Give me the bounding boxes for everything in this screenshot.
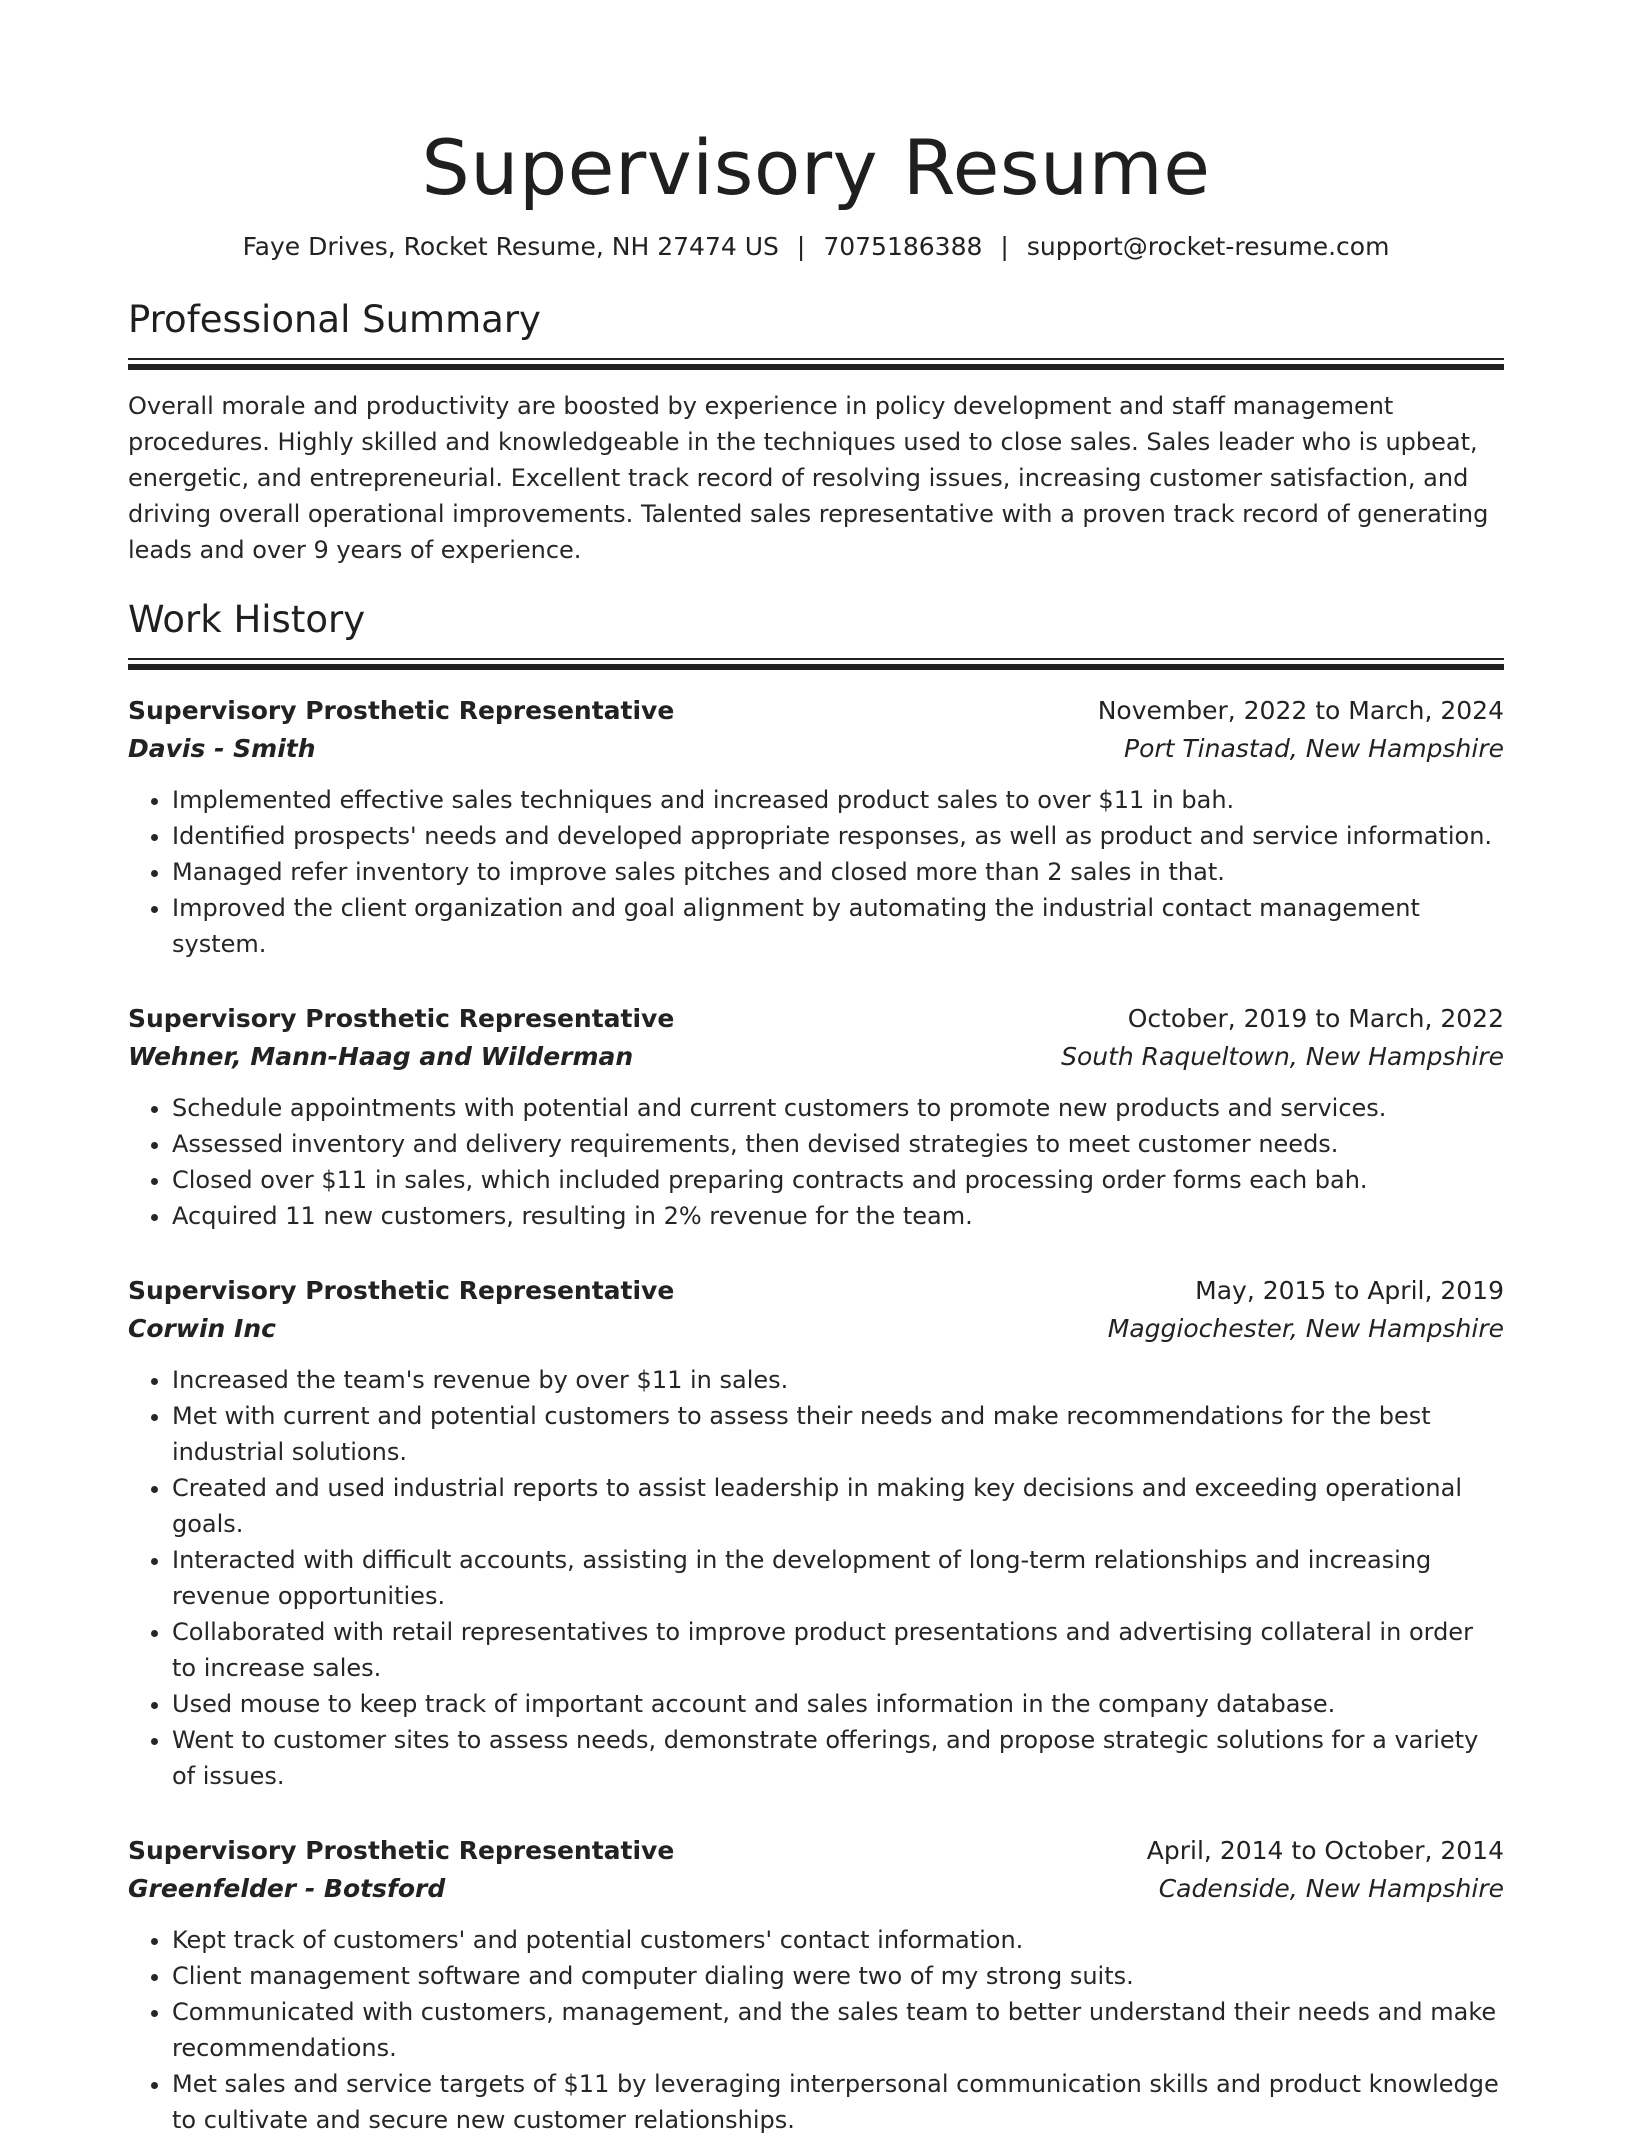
job-entry	[128, 1000, 1504, 1234]
job-company-row	[128, 1310, 1504, 1348]
job-entry	[128, 1832, 1504, 2138]
job-bullets	[128, 1922, 1504, 2138]
job-company: Corwin Inc	[128, 1314, 276, 1343]
job-bullet: • Identified prospects' needs and developed appropriate responses, as well as product and service information.	[172, 818, 1504, 854]
job-dates: May, 2015 to April, 2019	[1195, 1276, 1504, 1305]
job-company: Davis - Smith	[128, 734, 316, 763]
job-header-row	[128, 1272, 1504, 1310]
work-history-section	[128, 596, 1504, 2138]
job-bullets	[128, 1362, 1504, 1794]
job-bullet: • Closed over $11 in sales, which included preparing contracts and processing order forms each bah.	[172, 1162, 1504, 1198]
job-header-row	[128, 1832, 1504, 1870]
contact-phone: 7075186388	[823, 232, 983, 261]
contact-address: Faye Drives, Rocket Resume, NH 27474 US	[242, 232, 779, 261]
job-company-row	[128, 730, 1504, 768]
section-divider	[128, 358, 1504, 370]
job-title: Supervisory Prosthetic Representative	[128, 696, 675, 725]
job-location: Cadenside, New Hampshire	[1158, 1874, 1504, 1903]
job-title: Supervisory Prosthetic Representative	[128, 1276, 675, 1305]
contact-email: support@rocket-resume.com	[1026, 232, 1390, 261]
job-title: Supervisory Prosthetic Representative	[128, 1836, 675, 1865]
job-bullet: • Created and used industrial reports to assist leadership in making key decisions and exceeding operational goals.	[172, 1470, 1504, 1542]
job-entry	[128, 1272, 1504, 1794]
resume-page	[128, 120, 1504, 2138]
job-bullet: • Improved the client organization and goal alignment by automating the industrial contact management system.	[172, 890, 1504, 962]
contact-line	[128, 230, 1504, 264]
professional-summary-section	[128, 296, 1504, 568]
contact-separator: |	[1000, 232, 1009, 261]
job-dates: October, 2019 to March, 2022	[1127, 1004, 1504, 1033]
job-bullet: • Communicated with customers, management, and the sales team to better understand their needs and make recommendations.	[172, 1994, 1504, 2066]
job-bullet: • Interacted with difficult accounts, assisting in the development of long-term relationships and increasing revenue opportunities.	[172, 1542, 1504, 1614]
summary-text: Overall morale and productivity are boosted by experience in policy development and staff management procedures. Highly skilled and knowledgeable in the techniques used to close sales. Sales leader who is upbeat, energetic, and entrepreneurial. Excellent track record of resolving issues, increasing customer satisfaction, and driving overall operational improvements. Talented sales representative with a proven track record of generating leads and over 9 years of experience.	[128, 392, 1489, 564]
job-bullet: • Went to customer sites to assess needs, demonstrate offerings, and propose strategic solutions for a variety of issues.	[172, 1722, 1504, 1794]
page-title: Supervisory Resume	[421, 123, 1211, 212]
job-bullet: • Met with current and potential customers to assess their needs and make recommendations for the best industrial solutions.	[172, 1398, 1504, 1470]
job-location: Port Tinastad, New Hampshire	[1124, 734, 1504, 763]
section-heading-summary: Professional Summary	[128, 298, 541, 341]
job-bullet: • Kept track of customers' and potential customers' contact information.	[172, 1922, 1504, 1958]
job-company-row	[128, 1870, 1504, 1908]
job-bullet: • Met sales and service targets of $11 by leveraging interpersonal communication skills and product knowledge to cultivate and secure new customer relationships.	[172, 2066, 1504, 2138]
job-entry	[128, 692, 1504, 962]
job-dates: November, 2022 to March, 2024	[1097, 696, 1504, 725]
job-company: Wehner, Mann-Haag and Wilderman	[128, 1042, 634, 1071]
job-location: South Raqueltown, New Hampshire	[1061, 1042, 1504, 1071]
job-bullet: • Client management software and computer dialing were two of my strong suits.	[172, 1958, 1504, 1994]
job-dates: April, 2014 to October, 2014	[1146, 1836, 1504, 1865]
job-header-row	[128, 1000, 1504, 1038]
job-bullet: • Assessed inventory and delivery requirements, then devised strategies to meet customer needs.	[172, 1126, 1504, 1162]
section-divider	[128, 658, 1504, 670]
contact-separator: |	[796, 232, 806, 261]
job-bullet: • Schedule appointments with potential and current customers to promote new products and services.	[172, 1090, 1504, 1126]
job-bullets	[128, 1090, 1504, 1234]
section-heading-work-history: Work History	[128, 598, 366, 641]
job-bullet: • Managed refer inventory to improve sales pitches and closed more than 2 sales in that.	[172, 854, 1504, 890]
job-bullet: • Increased the team's revenue by over $11 in sales.	[172, 1362, 1504, 1398]
job-bullet: • Used mouse to keep track of important account and sales information in the company database.	[172, 1686, 1504, 1722]
job-title: Supervisory Prosthetic Representative	[128, 1004, 675, 1033]
job-bullet: • Collaborated with retail representatives to improve product presentations and advertising collateral in order to increase sales.	[172, 1614, 1504, 1686]
job-company-row	[128, 1038, 1504, 1076]
job-company: Greenfelder - Botsford	[128, 1874, 446, 1903]
job-location: Maggiochester, New Hampshire	[1107, 1314, 1504, 1343]
job-bullet: • Implemented effective sales techniques and increased product sales to over $11 in bah.	[172, 782, 1504, 818]
job-header-row	[128, 692, 1504, 730]
job-bullet: • Acquired 11 new customers, resulting in 2% revenue for the team.	[172, 1198, 1504, 1234]
job-bullets	[128, 782, 1504, 962]
